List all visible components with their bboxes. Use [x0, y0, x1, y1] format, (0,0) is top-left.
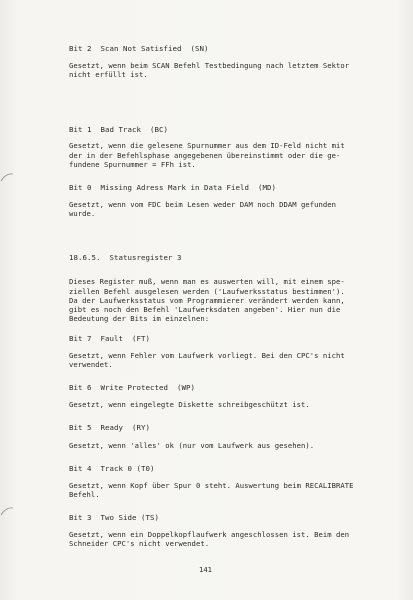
paragraph-line: Da der Laufwerksstatus vom Programmierer verändert werden kann, — [69, 296, 345, 305]
section-heading-bit7: Bit 7 Fault (FT) — [69, 334, 150, 343]
paragraph-line: nicht erfüllt ist. — [69, 70, 148, 79]
paragraph-line: gibt es noch den Befehl 'Laufwerksdaten angeben'. Hier nun die — [69, 305, 341, 314]
paragraph-line: Befehl. — [69, 490, 100, 499]
punch-hole-mark — [0, 172, 14, 182]
paragraph-line: Gesetzt, wenn die gelesene Spurnummer aus dem ID-Feld nicht mit — [69, 141, 345, 150]
paragraph-line: Gesetzt, wenn 'alles' ok (nur vom Laufwerk aus gesehen). — [69, 441, 315, 450]
section-heading-bit6: Bit 6 Write Protected (WP) — [69, 383, 195, 392]
paragraph-line: ziellen Befehl ausgelesen werden ('Laufwerksstatus bestimmen'). — [69, 287, 345, 296]
paragraph-line: Schneider CPC's nicht verwendet. — [69, 539, 210, 548]
section-heading-statusregister3: 18.6.5. Statusregister 3 — [69, 253, 182, 262]
paragraph-line: Gesetzt, wenn beim SCAN Befehl Testbedingung nach letztem Sektor — [69, 61, 350, 70]
paragraph-line: Gesetzt, wenn Fehler vom Laufwerk vorliegt. Bei den CPC's nicht — [69, 351, 345, 360]
section-heading-bit1: Bit 1 Bad Track (BC) — [69, 125, 168, 134]
punch-hole-mark — [0, 506, 14, 516]
paragraph-line: Gesetzt, wenn ein Doppelkopflaufwerk angeschlossen ist. Beim den — [69, 530, 350, 539]
paragraph-line: Gesetzt, wenn Kopf über Spur 0 steht. Auswertung beim RECALIBRATE — [69, 481, 354, 490]
paragraph-line: Bedeutung der Bits im einzelnen: — [69, 314, 210, 323]
section-heading-bit3: Bit 3 Two Side (TS) — [69, 513, 159, 522]
section-heading-bit5: Bit 5 Ready (RY) — [69, 423, 150, 432]
page-number: 141 — [199, 565, 212, 574]
section-heading-bit2: Bit 2 Scan Not Satisfied (SN) — [69, 44, 209, 53]
paragraph-line: wurde. — [69, 209, 96, 218]
paragraph-line: fundene Spurnummer = FFh ist. — [69, 160, 196, 169]
paragraph-line: der in der Befehlsphase angegebenen übereinstimmt oder die ge- — [69, 151, 341, 160]
paragraph-line: Dieses Register muß, wenn man es auswerten will, mit einem spe- — [69, 277, 345, 286]
paragraph-line: Gesetzt, wenn eingelegte Diskette schreibgeschützt ist. — [69, 400, 310, 409]
paragraph-line: Gesetzt, wenn vom FDC beim Lesen weder DAM noch DDAM gefunden — [69, 200, 337, 209]
section-heading-bit4: Bit 4 Track 0 (T0) — [69, 464, 155, 473]
paragraph-line: verwendet. — [69, 360, 113, 369]
section-heading-bit0: Bit 0 Missing Adress Mark in Data Field (MD) — [69, 183, 276, 192]
